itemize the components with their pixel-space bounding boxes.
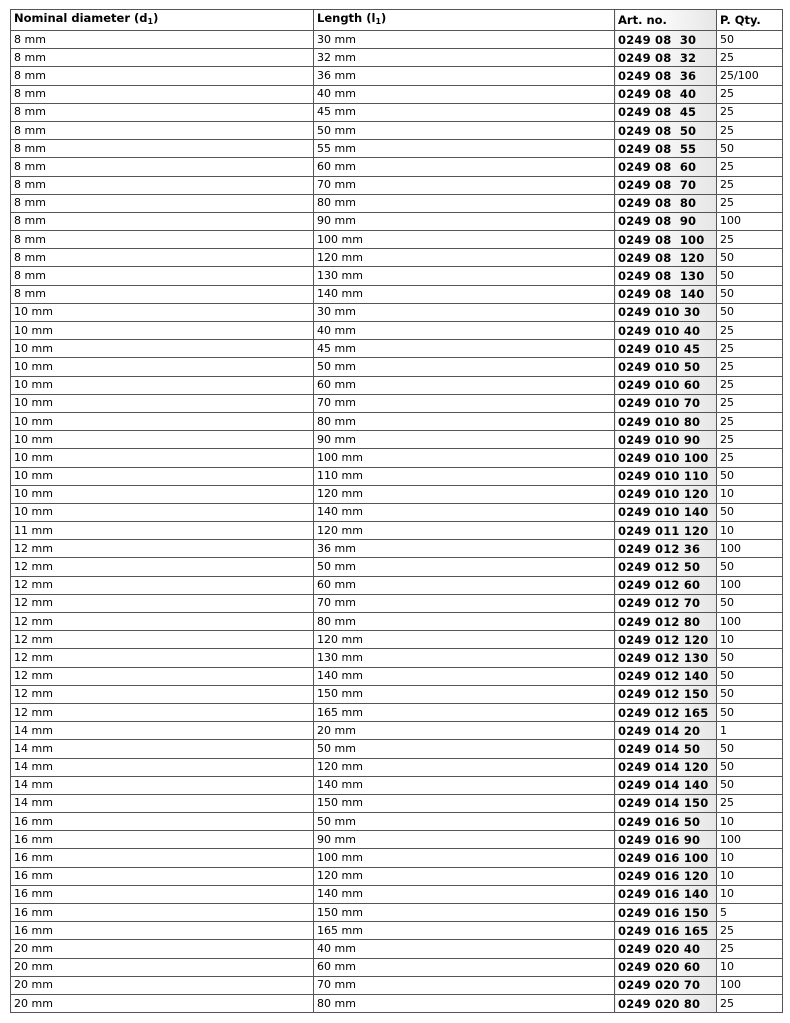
cell-art-no: 0249 08 140 (615, 285, 717, 303)
header-row (11, 10, 783, 31)
cell-length: 100 mm (314, 449, 615, 467)
table-row (11, 831, 783, 849)
cell-nominal-diameter: 16 mm (11, 813, 314, 831)
cell-art-no: 0249 010 40 (615, 322, 717, 340)
cell-length: 140 mm (314, 285, 615, 303)
table-row (11, 667, 783, 685)
cell-length: 90 mm (314, 212, 615, 230)
cell-nominal-diameter: 8 mm (11, 85, 314, 103)
cell-art-no: 0249 020 40 (615, 940, 717, 958)
cell-pack-qty: 25 (717, 449, 783, 467)
cell-nominal-diameter: 8 mm (11, 31, 314, 49)
cell-nominal-diameter: 8 mm (11, 158, 314, 176)
cell-pack-qty: 100 (717, 576, 783, 594)
cell-nominal-diameter: 20 mm (11, 958, 314, 976)
cell-art-no: 0249 010 120 (615, 485, 717, 503)
cell-length: 140 mm (314, 503, 615, 521)
cell-nominal-diameter: 12 mm (11, 703, 314, 721)
cell-length: 55 mm (314, 140, 615, 158)
cell-length: 70 mm (314, 394, 615, 412)
cell-nominal-diameter: 8 mm (11, 285, 314, 303)
table-header (11, 10, 783, 31)
cell-nominal-diameter: 8 mm (11, 121, 314, 139)
cell-art-no: 0249 010 140 (615, 503, 717, 521)
cell-art-no: 0249 010 30 (615, 303, 717, 321)
cell-nominal-diameter: 12 mm (11, 613, 314, 631)
cell-nominal-diameter: 16 mm (11, 831, 314, 849)
cell-art-no: 0249 020 80 (615, 994, 717, 1012)
cell-length: 70 mm (314, 176, 615, 194)
cell-length: 90 mm (314, 831, 615, 849)
cell-length: 70 mm (314, 976, 615, 994)
cell-length: 150 mm (314, 904, 615, 922)
table-row (11, 576, 783, 594)
cell-length: 130 mm (314, 649, 615, 667)
cell-nominal-diameter: 8 mm (11, 49, 314, 67)
cell-length: 45 mm (314, 340, 615, 358)
cell-length: 45 mm (314, 103, 615, 121)
cell-pack-qty: 50 (717, 267, 783, 285)
cell-pack-qty: 50 (717, 703, 783, 721)
cell-nominal-diameter: 14 mm (11, 758, 314, 776)
cell-art-no: 0249 016 140 (615, 885, 717, 903)
cell-art-no: 0249 08 55 (615, 140, 717, 158)
cell-art-no: 0249 014 140 (615, 776, 717, 794)
cell-length: 60 mm (314, 958, 615, 976)
cell-pack-qty: 25 (717, 176, 783, 194)
header-diameter-subscript: 1 (147, 17, 154, 26)
cell-art-no: 0249 010 60 (615, 376, 717, 394)
table-row (11, 176, 783, 194)
table-row (11, 303, 783, 321)
cell-art-no: 0249 08 120 (615, 249, 717, 267)
cell-art-no: 0249 08 36 (615, 67, 717, 85)
cell-pack-qty: 50 (717, 503, 783, 521)
table-row (11, 394, 783, 412)
cell-length: 80 mm (314, 994, 615, 1012)
table-row (11, 885, 783, 903)
cell-art-no: 0249 08 32 (615, 49, 717, 67)
cell-length: 50 mm (314, 121, 615, 139)
cell-art-no: 0249 016 165 (615, 922, 717, 940)
table-row (11, 758, 783, 776)
cell-art-no: 0249 012 60 (615, 576, 717, 594)
cell-art-no: 0249 014 150 (615, 794, 717, 812)
cell-nominal-diameter: 16 mm (11, 867, 314, 885)
cell-art-no: 0249 08 30 (615, 31, 717, 49)
cell-length: 80 mm (314, 194, 615, 212)
cell-pack-qty: 50 (717, 685, 783, 703)
cell-pack-qty: 25 (717, 194, 783, 212)
table-row (11, 121, 783, 139)
cell-pack-qty: 10 (717, 485, 783, 503)
cell-nominal-diameter: 20 mm (11, 994, 314, 1012)
cell-nominal-diameter: 10 mm (11, 376, 314, 394)
table-row (11, 485, 783, 503)
cell-art-no: 0249 012 140 (615, 667, 717, 685)
header-length-text: Length (l (317, 11, 376, 25)
cell-pack-qty: 25 (717, 940, 783, 958)
cell-art-no: 0249 016 100 (615, 849, 717, 867)
cell-art-no: 0249 012 80 (615, 613, 717, 631)
table-row (11, 904, 783, 922)
cell-nominal-diameter: 8 mm (11, 231, 314, 249)
table-row (11, 849, 783, 867)
header-pack-qty: P. Qty. (717, 10, 783, 31)
cell-art-no: 0249 010 100 (615, 449, 717, 467)
table-row (11, 249, 783, 267)
cell-art-no: 0249 08 100 (615, 231, 717, 249)
cell-nominal-diameter: 8 mm (11, 194, 314, 212)
table-row (11, 412, 783, 430)
cell-length: 80 mm (314, 412, 615, 430)
cell-length: 100 mm (314, 231, 615, 249)
cell-length: 140 mm (314, 885, 615, 903)
cell-nominal-diameter: 10 mm (11, 322, 314, 340)
cell-pack-qty: 25 (717, 376, 783, 394)
table-row (11, 376, 783, 394)
table-row (11, 212, 783, 230)
cell-nominal-diameter: 20 mm (11, 940, 314, 958)
cell-pack-qty: 25 (717, 994, 783, 1012)
table-row (11, 867, 783, 885)
cell-nominal-diameter: 14 mm (11, 722, 314, 740)
cell-length: 50 mm (314, 813, 615, 831)
cell-pack-qty: 10 (717, 631, 783, 649)
cell-pack-qty: 50 (717, 140, 783, 158)
cell-length: 50 mm (314, 358, 615, 376)
cell-length: 60 mm (314, 376, 615, 394)
header-length (314, 10, 615, 31)
cell-length: 36 mm (314, 540, 615, 558)
cell-nominal-diameter: 10 mm (11, 503, 314, 521)
cell-art-no: 0249 012 70 (615, 594, 717, 612)
cell-nominal-diameter: 16 mm (11, 849, 314, 867)
table-row (11, 922, 783, 940)
cell-nominal-diameter: 8 mm (11, 267, 314, 285)
cell-pack-qty: 10 (717, 522, 783, 540)
cell-length: 40 mm (314, 322, 615, 340)
cell-pack-qty: 50 (717, 594, 783, 612)
table-row (11, 467, 783, 485)
cell-art-no: 0249 08 40 (615, 85, 717, 103)
header-art-no: Art. no. (615, 10, 717, 31)
cell-art-no: 0249 020 70 (615, 976, 717, 994)
cell-art-no: 0249 014 50 (615, 740, 717, 758)
cell-length: 36 mm (314, 67, 615, 85)
header-diameter-text: Nominal diameter (d (14, 11, 148, 25)
cell-nominal-diameter: 10 mm (11, 431, 314, 449)
cell-length: 150 mm (314, 685, 615, 703)
cell-art-no: 0249 016 120 (615, 867, 717, 885)
cell-pack-qty: 25 (717, 394, 783, 412)
table-row (11, 976, 783, 994)
cell-pack-qty: 25 (717, 322, 783, 340)
cell-art-no: 0249 010 45 (615, 340, 717, 358)
cell-nominal-diameter: 12 mm (11, 631, 314, 649)
cell-length: 120 mm (314, 758, 615, 776)
cell-length: 50 mm (314, 558, 615, 576)
cell-art-no: 0249 012 165 (615, 703, 717, 721)
cell-length: 165 mm (314, 922, 615, 940)
cell-pack-qty: 1 (717, 722, 783, 740)
table-row (11, 140, 783, 158)
table-row (11, 449, 783, 467)
cell-nominal-diameter: 12 mm (11, 540, 314, 558)
cell-nominal-diameter: 10 mm (11, 358, 314, 376)
cell-pack-qty: 25 (717, 49, 783, 67)
cell-pack-qty: 100 (717, 976, 783, 994)
cell-pack-qty: 25 (717, 340, 783, 358)
cell-nominal-diameter: 12 mm (11, 558, 314, 576)
table-row (11, 322, 783, 340)
cell-art-no: 0249 012 36 (615, 540, 717, 558)
cell-pack-qty: 50 (717, 31, 783, 49)
table-row (11, 67, 783, 85)
table-row (11, 49, 783, 67)
table-row (11, 776, 783, 794)
cell-nominal-diameter: 8 mm (11, 103, 314, 121)
table-row (11, 285, 783, 303)
cell-nominal-diameter: 8 mm (11, 140, 314, 158)
cell-art-no: 0249 08 130 (615, 267, 717, 285)
cell-pack-qty: 25/100 (717, 67, 783, 85)
cell-pack-qty: 50 (717, 667, 783, 685)
cell-art-no: 0249 016 50 (615, 813, 717, 831)
cell-pack-qty: 50 (717, 285, 783, 303)
cell-length: 40 mm (314, 85, 615, 103)
table-row (11, 540, 783, 558)
cell-nominal-diameter: 8 mm (11, 67, 314, 85)
cell-length: 120 mm (314, 522, 615, 540)
cell-pack-qty: 50 (717, 776, 783, 794)
cell-length: 80 mm (314, 613, 615, 631)
cell-pack-qty: 25 (717, 158, 783, 176)
cell-art-no: 0249 014 20 (615, 722, 717, 740)
table-row (11, 813, 783, 831)
cell-length: 20 mm (314, 722, 615, 740)
cell-length: 90 mm (314, 431, 615, 449)
cell-pack-qty: 10 (717, 849, 783, 867)
cell-pack-qty: 50 (717, 303, 783, 321)
cell-length: 120 mm (314, 249, 615, 267)
cell-pack-qty: 10 (717, 813, 783, 831)
cell-art-no: 0249 020 60 (615, 958, 717, 976)
cell-length: 130 mm (314, 267, 615, 285)
cell-pack-qty: 50 (717, 249, 783, 267)
cell-nominal-diameter: 8 mm (11, 249, 314, 267)
cell-length: 100 mm (314, 849, 615, 867)
cell-nominal-diameter: 16 mm (11, 904, 314, 922)
cell-length: 30 mm (314, 31, 615, 49)
cell-length: 110 mm (314, 467, 615, 485)
cell-pack-qty: 25 (717, 431, 783, 449)
cell-pack-qty: 25 (717, 85, 783, 103)
table-row (11, 594, 783, 612)
cell-art-no: 0249 011 120 (615, 522, 717, 540)
cell-nominal-diameter: 10 mm (11, 412, 314, 430)
cell-art-no: 0249 010 80 (615, 412, 717, 430)
cell-nominal-diameter: 12 mm (11, 667, 314, 685)
table-row (11, 522, 783, 540)
cell-nominal-diameter: 10 mm (11, 449, 314, 467)
table-row (11, 649, 783, 667)
cell-nominal-diameter: 12 mm (11, 649, 314, 667)
table-row (11, 685, 783, 703)
cell-pack-qty: 50 (717, 467, 783, 485)
cell-nominal-diameter: 12 mm (11, 594, 314, 612)
cell-length: 120 mm (314, 867, 615, 885)
table-row (11, 794, 783, 812)
cell-art-no: 0249 08 70 (615, 176, 717, 194)
cell-length: 30 mm (314, 303, 615, 321)
cell-pack-qty: 100 (717, 212, 783, 230)
cell-art-no: 0249 012 130 (615, 649, 717, 667)
cell-pack-qty: 25 (717, 794, 783, 812)
cell-length: 50 mm (314, 740, 615, 758)
cell-length: 120 mm (314, 485, 615, 503)
cell-length: 140 mm (314, 776, 615, 794)
cell-pack-qty: 5 (717, 904, 783, 922)
table-row (11, 958, 783, 976)
table-body (11, 31, 783, 1013)
cell-pack-qty: 10 (717, 958, 783, 976)
cell-art-no: 0249 08 90 (615, 212, 717, 230)
cell-nominal-diameter: 10 mm (11, 394, 314, 412)
cell-art-no: 0249 016 90 (615, 831, 717, 849)
table-row (11, 340, 783, 358)
cell-length: 150 mm (314, 794, 615, 812)
cell-pack-qty: 50 (717, 758, 783, 776)
cell-art-no: 0249 08 50 (615, 121, 717, 139)
cell-art-no: 0249 08 60 (615, 158, 717, 176)
table-row (11, 194, 783, 212)
cell-nominal-diameter: 20 mm (11, 976, 314, 994)
table-row (11, 85, 783, 103)
cell-nominal-diameter: 8 mm (11, 212, 314, 230)
cell-pack-qty: 100 (717, 831, 783, 849)
cell-pack-qty: 25 (717, 358, 783, 376)
header-diameter-close: ) (153, 11, 159, 25)
header-length-close: ) (381, 11, 387, 25)
cell-art-no: 0249 012 150 (615, 685, 717, 703)
header-length-subscript: 1 (375, 17, 382, 26)
table-row (11, 722, 783, 740)
cell-nominal-diameter: 14 mm (11, 740, 314, 758)
cell-pack-qty: 50 (717, 740, 783, 758)
cell-nominal-diameter: 10 mm (11, 303, 314, 321)
cell-art-no: 0249 08 45 (615, 103, 717, 121)
cell-nominal-diameter: 12 mm (11, 576, 314, 594)
cell-art-no: 0249 012 50 (615, 558, 717, 576)
product-table (10, 9, 783, 1013)
table-row (11, 358, 783, 376)
table-row (11, 740, 783, 758)
cell-art-no: 0249 010 90 (615, 431, 717, 449)
cell-length: 40 mm (314, 940, 615, 958)
table-row (11, 558, 783, 576)
cell-art-no: 0249 012 120 (615, 631, 717, 649)
cell-length: 32 mm (314, 49, 615, 67)
table-row (11, 503, 783, 521)
table-row (11, 431, 783, 449)
cell-nominal-diameter: 10 mm (11, 467, 314, 485)
cell-nominal-diameter: 10 mm (11, 340, 314, 358)
cell-nominal-diameter: 10 mm (11, 485, 314, 503)
cell-pack-qty: 25 (717, 922, 783, 940)
cell-art-no: 0249 010 110 (615, 467, 717, 485)
cell-length: 165 mm (314, 703, 615, 721)
cell-art-no: 0249 010 70 (615, 394, 717, 412)
cell-length: 120 mm (314, 631, 615, 649)
header-nominal-diameter (11, 10, 314, 31)
cell-pack-qty: 50 (717, 558, 783, 576)
cell-nominal-diameter: 12 mm (11, 685, 314, 703)
cell-nominal-diameter: 11 mm (11, 522, 314, 540)
table-row (11, 231, 783, 249)
cell-pack-qty: 25 (717, 231, 783, 249)
cell-nominal-diameter: 16 mm (11, 885, 314, 903)
cell-pack-qty: 10 (717, 885, 783, 903)
table-row (11, 103, 783, 121)
cell-pack-qty: 10 (717, 867, 783, 885)
table-row (11, 631, 783, 649)
cell-pack-qty: 50 (717, 649, 783, 667)
cell-art-no: 0249 010 50 (615, 358, 717, 376)
table-row (11, 994, 783, 1012)
cell-nominal-diameter: 14 mm (11, 776, 314, 794)
table-row (11, 158, 783, 176)
cell-art-no: 0249 08 80 (615, 194, 717, 212)
table-row (11, 267, 783, 285)
cell-nominal-diameter: 8 mm (11, 176, 314, 194)
cell-pack-qty: 25 (717, 121, 783, 139)
cell-art-no: 0249 014 120 (615, 758, 717, 776)
cell-pack-qty: 100 (717, 540, 783, 558)
table-row (11, 940, 783, 958)
cell-length: 70 mm (314, 594, 615, 612)
cell-length: 60 mm (314, 158, 615, 176)
cell-art-no: 0249 016 150 (615, 904, 717, 922)
cell-pack-qty: 25 (717, 412, 783, 430)
cell-length: 60 mm (314, 576, 615, 594)
table-row (11, 31, 783, 49)
cell-pack-qty: 25 (717, 103, 783, 121)
table-row (11, 703, 783, 721)
cell-nominal-diameter: 16 mm (11, 922, 314, 940)
table-row (11, 613, 783, 631)
product-table-container (10, 9, 782, 1013)
cell-length: 140 mm (314, 667, 615, 685)
cell-nominal-diameter: 14 mm (11, 794, 314, 812)
cell-pack-qty: 100 (717, 613, 783, 631)
